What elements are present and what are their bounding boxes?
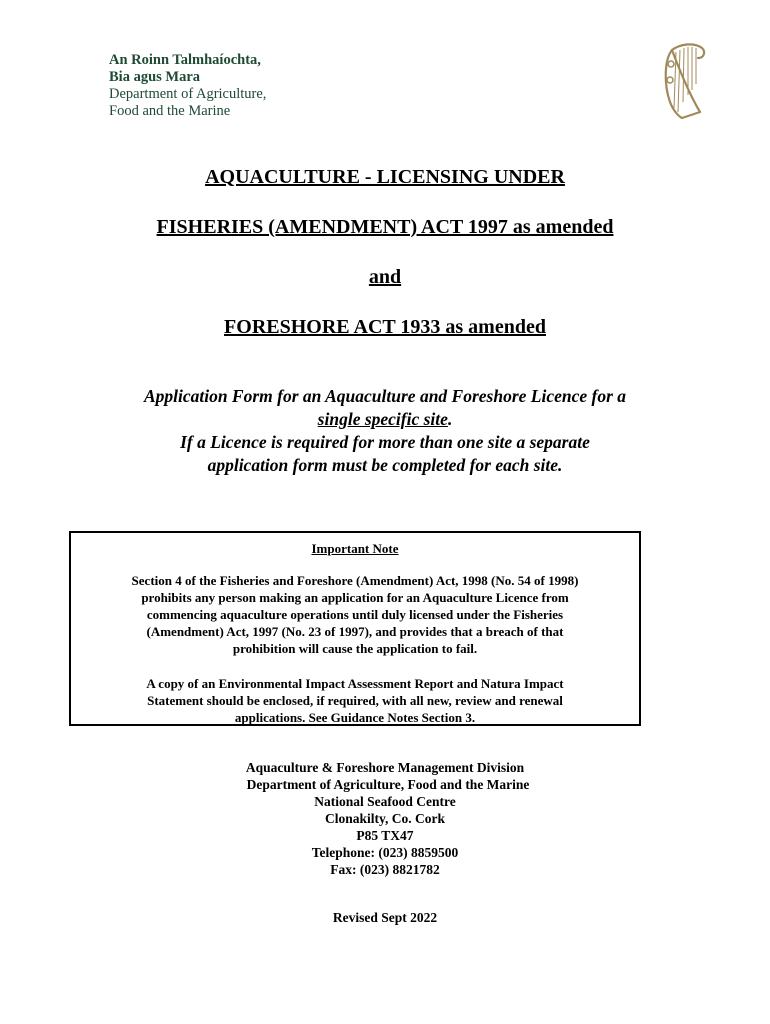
important-note-box — [69, 531, 641, 726]
title-line-1: AQUACULTURE - LICENSING UNDER — [205, 166, 565, 188]
note-p2-line: Statement should be enclosed, if required, with all new, review and renewal — [147, 693, 563, 708]
note-p1-line: (Amendment) Act, 1997 (No. 23 of 1997), and provides that a breach of that — [146, 624, 564, 639]
dept-irish-line1: An Roinn Talmhaíochta, — [109, 52, 261, 68]
note-paragraph-2 — [81, 675, 629, 726]
note-p1-line: prohibition will cause the application to fail. — [232, 641, 478, 656]
title-line-4: FORESHORE ACT 1933 as amended — [224, 316, 546, 338]
address-division: Aquaculture & Foreshore Management Division — [245, 760, 525, 775]
intro-line-2-end: . — [447, 409, 453, 429]
address-department: Department of Agriculture, Food and the Marine — [246, 777, 530, 792]
intro-line-2 — [0, 408, 770, 431]
dept-english-line1: Department of Agriculture, — [109, 86, 267, 102]
address-telephone: Telephone: (023) 8859500 — [311, 845, 459, 860]
intro-line-1: Application Form for an Aquaculture and Foreshore Licence for a — [143, 386, 627, 406]
note-p2-line: applications. See Guidance Notes Section 3. — [234, 710, 476, 725]
address-eircode: P85 TX47 — [356, 828, 414, 843]
note-p2-line: A copy of an Environmental Impact Assessment Report and Natura Impact — [146, 676, 564, 691]
note-p1-line: Section 4 of the Fisheries and Foreshore (Amendment) Act, 1998 (No. 54 of 1998) — [131, 573, 579, 588]
intro-line-3: If a Licence is required for more than one site a separate — [180, 432, 590, 452]
department-logo-text — [109, 52, 266, 120]
address-town: Clonakilty, Co. Cork — [324, 811, 446, 826]
note-paragraph-1 — [81, 572, 629, 657]
intro-statement — [0, 385, 770, 477]
intro-line-4: application form must be completed for each site. — [207, 455, 563, 475]
important-note-title: Important Note — [311, 541, 399, 556]
address-fax: Fax: (023) 8821782 — [330, 862, 440, 877]
contact-address-block — [0, 759, 770, 878]
revision-date: Revised Sept 2022 — [332, 910, 438, 925]
note-p1-line: prohibits any person making an application for an Aquaculture Licence from — [141, 590, 569, 605]
dept-irish-line2: Bia agus Mara — [109, 69, 201, 85]
single-site-emphasis: single specific site — [317, 409, 448, 429]
note-p1-line: commencing aquaculture operations until duly licensed under the Fisheries — [146, 607, 564, 622]
dept-english-line2: Food and the Marine — [109, 103, 231, 119]
harp-icon — [660, 40, 708, 120]
address-centre: National Seafood Centre — [314, 794, 456, 809]
title-line-2: FISHERIES (AMENDMENT) ACT 1997 as amended — [156, 216, 614, 238]
title-line-3: and — [368, 266, 402, 288]
